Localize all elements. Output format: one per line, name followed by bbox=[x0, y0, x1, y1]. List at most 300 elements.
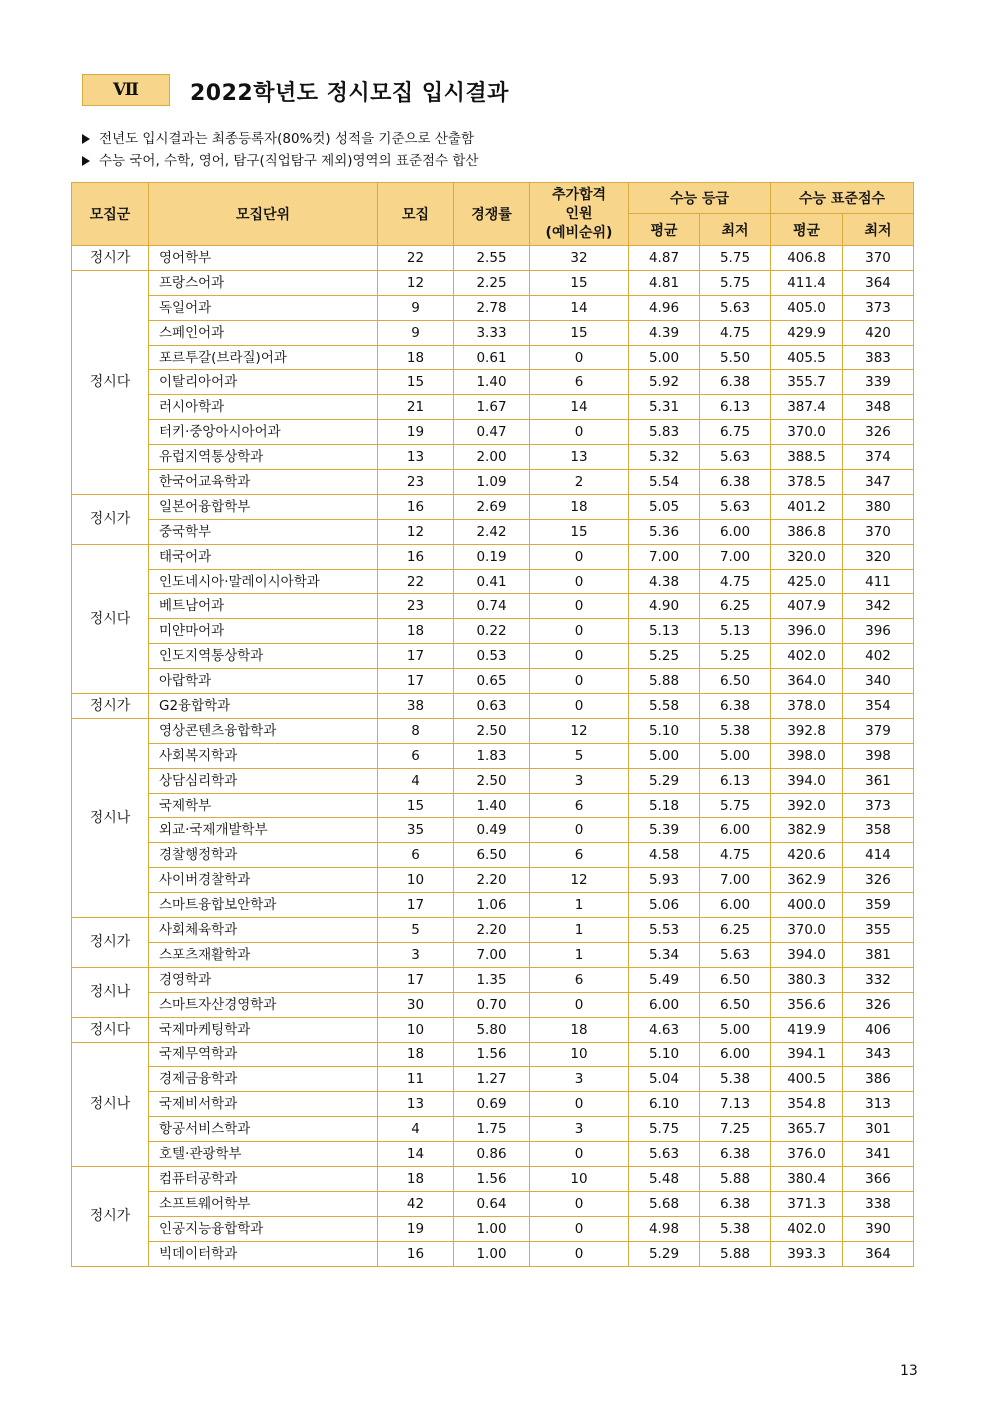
cell-competition: 2.25 bbox=[454, 270, 530, 295]
cell-competition: 0.74 bbox=[454, 594, 530, 619]
header-standard-avg: 평균 bbox=[771, 214, 843, 246]
cell-unit: 일본어융합학부 bbox=[149, 494, 378, 519]
cell-additional: 3 bbox=[530, 1067, 629, 1092]
cell-standard-avg: 407.9 bbox=[771, 594, 843, 619]
cell-standard-avg: 400.0 bbox=[771, 893, 843, 918]
cell-group: 정시다 bbox=[72, 1017, 149, 1042]
cell-grade-avg: 6.10 bbox=[629, 1092, 700, 1117]
cell-competition: 1.40 bbox=[454, 793, 530, 818]
table-row bbox=[72, 843, 914, 868]
cell-quota: 17 bbox=[378, 669, 454, 694]
cell-unit: 컴퓨터공학과 bbox=[149, 1166, 378, 1191]
cell-competition: 0.63 bbox=[454, 694, 530, 719]
cell-standard-min: 386 bbox=[843, 1067, 914, 1092]
table-row bbox=[72, 370, 914, 395]
cell-competition: 1.67 bbox=[454, 395, 530, 420]
cell-standard-avg: 429.9 bbox=[771, 320, 843, 345]
cell-competition: 5.80 bbox=[454, 1017, 530, 1042]
cell-grade-min: 5.13 bbox=[700, 619, 771, 644]
cell-unit: 스페인어과 bbox=[149, 320, 378, 345]
cell-standard-avg: 392.8 bbox=[771, 718, 843, 743]
cell-grade-avg: 5.10 bbox=[629, 1042, 700, 1067]
cell-additional: 6 bbox=[530, 843, 629, 868]
cell-quota: 8 bbox=[378, 718, 454, 743]
cell-additional: 10 bbox=[530, 1166, 629, 1191]
cell-grade-min: 7.00 bbox=[700, 544, 771, 569]
cell-competition: 0.65 bbox=[454, 669, 530, 694]
cell-additional: 0 bbox=[530, 345, 629, 370]
cell-quota: 10 bbox=[378, 1017, 454, 1042]
cell-grade-min: 6.00 bbox=[700, 1042, 771, 1067]
cell-additional: 1 bbox=[530, 918, 629, 943]
cell-standard-avg: 406.8 bbox=[771, 246, 843, 271]
cell-grade-min: 6.00 bbox=[700, 519, 771, 544]
cell-grade-min: 5.75 bbox=[700, 270, 771, 295]
cell-standard-min: 390 bbox=[843, 1216, 914, 1241]
cell-standard-avg: 320.0 bbox=[771, 544, 843, 569]
cell-additional: 0 bbox=[530, 992, 629, 1017]
cell-additional: 0 bbox=[530, 544, 629, 569]
cell-unit: 태국어과 bbox=[149, 544, 378, 569]
cell-additional: 14 bbox=[530, 295, 629, 320]
cell-group: 정시가 bbox=[72, 246, 149, 271]
cell-competition: 0.41 bbox=[454, 569, 530, 594]
cell-standard-min: 313 bbox=[843, 1092, 914, 1117]
cell-grade-avg: 5.00 bbox=[629, 743, 700, 768]
cell-standard-avg: 405.0 bbox=[771, 295, 843, 320]
cell-standard-min: 348 bbox=[843, 395, 914, 420]
cell-standard-min: 326 bbox=[843, 868, 914, 893]
cell-group: 정시가 bbox=[72, 494, 149, 544]
cell-grade-min: 5.50 bbox=[700, 345, 771, 370]
cell-grade-min: 6.38 bbox=[700, 1191, 771, 1216]
cell-unit: 인도지역통상학과 bbox=[149, 644, 378, 669]
cell-unit: 독일어과 bbox=[149, 295, 378, 320]
cell-grade-avg: 5.75 bbox=[629, 1117, 700, 1142]
table-row bbox=[72, 420, 914, 445]
cell-competition: 0.70 bbox=[454, 992, 530, 1017]
cell-group: 정시다 bbox=[72, 270, 149, 494]
cell-grade-min: 5.75 bbox=[700, 246, 771, 271]
cell-standard-avg: 370.0 bbox=[771, 918, 843, 943]
cell-additional: 0 bbox=[530, 1092, 629, 1117]
cell-grade-min: 6.00 bbox=[700, 893, 771, 918]
cell-competition: 0.47 bbox=[454, 420, 530, 445]
table-row bbox=[72, 718, 914, 743]
cell-standard-min: 340 bbox=[843, 669, 914, 694]
cell-quota: 30 bbox=[378, 992, 454, 1017]
page-number: 13 bbox=[900, 1363, 918, 1379]
cell-grade-avg: 5.53 bbox=[629, 918, 700, 943]
table-row bbox=[72, 295, 914, 320]
cell-grade-min: 6.50 bbox=[700, 967, 771, 992]
table-row bbox=[72, 569, 914, 594]
cell-unit: 유럽지역통상학과 bbox=[149, 445, 378, 470]
cell-standard-avg: 402.0 bbox=[771, 1216, 843, 1241]
cell-grade-min: 7.25 bbox=[700, 1117, 771, 1142]
cell-standard-min: 341 bbox=[843, 1142, 914, 1167]
cell-quota: 13 bbox=[378, 445, 454, 470]
cell-grade-avg: 7.00 bbox=[629, 544, 700, 569]
cell-grade-avg: 4.98 bbox=[629, 1216, 700, 1241]
cell-quota: 5 bbox=[378, 918, 454, 943]
cell-grade-avg: 5.54 bbox=[629, 470, 700, 495]
cell-standard-avg: 396.0 bbox=[771, 619, 843, 644]
cell-competition: 1.83 bbox=[454, 743, 530, 768]
cell-unit: 중국학부 bbox=[149, 519, 378, 544]
cell-standard-min: 301 bbox=[843, 1117, 914, 1142]
cell-standard-avg: 394.1 bbox=[771, 1042, 843, 1067]
cell-quota: 14 bbox=[378, 1142, 454, 1167]
cell-additional: 5 bbox=[530, 743, 629, 768]
table-row bbox=[72, 694, 914, 719]
table-row bbox=[72, 918, 914, 943]
cell-unit: 외교·국제개발학부 bbox=[149, 818, 378, 843]
cell-standard-avg: 370.0 bbox=[771, 420, 843, 445]
cell-unit: 사회체육학과 bbox=[149, 918, 378, 943]
cell-competition: 6.50 bbox=[454, 843, 530, 868]
cell-unit: 사이버경찰학과 bbox=[149, 868, 378, 893]
table-body bbox=[72, 246, 914, 1267]
cell-group: 정시다 bbox=[72, 544, 149, 693]
cell-grade-avg: 4.81 bbox=[629, 270, 700, 295]
cell-competition: 1.00 bbox=[454, 1216, 530, 1241]
cell-quota: 18 bbox=[378, 1166, 454, 1191]
cell-competition: 2.20 bbox=[454, 918, 530, 943]
cell-standard-avg: 380.3 bbox=[771, 967, 843, 992]
cell-quota: 18 bbox=[378, 345, 454, 370]
cell-unit: 국제학부 bbox=[149, 793, 378, 818]
cell-additional: 0 bbox=[530, 619, 629, 644]
cell-quota: 18 bbox=[378, 1042, 454, 1067]
cell-quota: 15 bbox=[378, 793, 454, 818]
cell-grade-avg: 4.58 bbox=[629, 843, 700, 868]
cell-grade-min: 5.38 bbox=[700, 718, 771, 743]
cell-additional: 0 bbox=[530, 569, 629, 594]
table-row bbox=[72, 793, 914, 818]
table-row bbox=[72, 619, 914, 644]
cell-group: 정시가 bbox=[72, 918, 149, 968]
cell-grade-avg: 5.88 bbox=[629, 669, 700, 694]
cell-competition: 1.06 bbox=[454, 893, 530, 918]
cell-unit: 프랑스어과 bbox=[149, 270, 378, 295]
cell-quota: 13 bbox=[378, 1092, 454, 1117]
cell-grade-min: 5.00 bbox=[700, 1017, 771, 1042]
cell-unit: 인공지능융합학과 bbox=[149, 1216, 378, 1241]
cell-standard-avg: 355.7 bbox=[771, 370, 843, 395]
cell-competition: 2.00 bbox=[454, 445, 530, 470]
cell-quota: 15 bbox=[378, 370, 454, 395]
table-row bbox=[72, 967, 914, 992]
cell-quota: 11 bbox=[378, 1067, 454, 1092]
cell-grade-min: 6.13 bbox=[700, 395, 771, 420]
cell-quota: 18 bbox=[378, 619, 454, 644]
table-row bbox=[72, 644, 914, 669]
cell-additional: 32 bbox=[530, 246, 629, 271]
cell-standard-min: 332 bbox=[843, 967, 914, 992]
cell-quota: 4 bbox=[378, 1117, 454, 1142]
cell-quota: 17 bbox=[378, 644, 454, 669]
cell-competition: 0.53 bbox=[454, 644, 530, 669]
cell-competition: 2.20 bbox=[454, 868, 530, 893]
table-row bbox=[72, 1216, 914, 1241]
cell-unit: 이탈리아어과 bbox=[149, 370, 378, 395]
cell-unit: 영어학부 bbox=[149, 246, 378, 271]
cell-standard-min: 343 bbox=[843, 1042, 914, 1067]
cell-grade-avg: 4.63 bbox=[629, 1017, 700, 1042]
table-row bbox=[72, 1142, 914, 1167]
cell-grade-avg: 5.48 bbox=[629, 1166, 700, 1191]
cell-additional: 6 bbox=[530, 793, 629, 818]
cell-standard-avg: 380.4 bbox=[771, 1166, 843, 1191]
cell-competition: 0.61 bbox=[454, 345, 530, 370]
cell-grade-avg: 4.96 bbox=[629, 295, 700, 320]
note-item bbox=[82, 150, 478, 172]
cell-quota: 17 bbox=[378, 967, 454, 992]
table-row bbox=[72, 942, 914, 967]
cell-additional: 0 bbox=[530, 1241, 629, 1266]
cell-unit: 미얀마어과 bbox=[149, 619, 378, 644]
table-row bbox=[72, 320, 914, 345]
cell-grade-min: 6.38 bbox=[700, 694, 771, 719]
cell-competition: 2.50 bbox=[454, 768, 530, 793]
cell-competition: 1.27 bbox=[454, 1067, 530, 1092]
cell-standard-min: 326 bbox=[843, 992, 914, 1017]
cell-additional: 14 bbox=[530, 395, 629, 420]
table-row bbox=[72, 1166, 914, 1191]
cell-standard-min: 420 bbox=[843, 320, 914, 345]
cell-quota: 6 bbox=[378, 743, 454, 768]
cell-standard-min: 364 bbox=[843, 270, 914, 295]
cell-standard-avg: 362.9 bbox=[771, 868, 843, 893]
cell-standard-min: 370 bbox=[843, 246, 914, 271]
cell-competition: 1.56 bbox=[454, 1042, 530, 1067]
cell-additional: 1 bbox=[530, 893, 629, 918]
cell-unit: 인도네시아·말레이시아학과 bbox=[149, 569, 378, 594]
cell-unit: 한국어교육학과 bbox=[149, 470, 378, 495]
cell-additional: 12 bbox=[530, 718, 629, 743]
table-row bbox=[72, 345, 914, 370]
table-row bbox=[72, 445, 914, 470]
cell-standard-min: 370 bbox=[843, 519, 914, 544]
cell-unit: 상담심리학과 bbox=[149, 768, 378, 793]
cell-standard-avg: 419.9 bbox=[771, 1017, 843, 1042]
cell-additional: 18 bbox=[530, 1017, 629, 1042]
cell-unit: 터키·중앙아시아어과 bbox=[149, 420, 378, 445]
cell-standard-min: 339 bbox=[843, 370, 914, 395]
cell-grade-avg: 5.49 bbox=[629, 967, 700, 992]
cell-standard-avg: 401.2 bbox=[771, 494, 843, 519]
cell-competition: 1.09 bbox=[454, 470, 530, 495]
cell-standard-min: 320 bbox=[843, 544, 914, 569]
cell-additional: 2 bbox=[530, 470, 629, 495]
cell-grade-avg: 5.18 bbox=[629, 793, 700, 818]
table-row bbox=[72, 768, 914, 793]
cell-quota: 6 bbox=[378, 843, 454, 868]
cell-grade-avg: 4.38 bbox=[629, 569, 700, 594]
cell-standard-min: 326 bbox=[843, 420, 914, 445]
header-quota: 모집 bbox=[378, 183, 454, 246]
table-row bbox=[72, 494, 914, 519]
cell-standard-avg: 378.0 bbox=[771, 694, 843, 719]
cell-grade-avg: 5.36 bbox=[629, 519, 700, 544]
cell-grade-avg: 5.92 bbox=[629, 370, 700, 395]
table-row bbox=[72, 893, 914, 918]
cell-grade-min: 6.50 bbox=[700, 669, 771, 694]
cell-grade-avg: 5.00 bbox=[629, 345, 700, 370]
cell-standard-avg: 402.0 bbox=[771, 644, 843, 669]
cell-grade-min: 5.63 bbox=[700, 295, 771, 320]
cell-unit: 영상콘텐츠융합학과 bbox=[149, 718, 378, 743]
cell-standard-min: 398 bbox=[843, 743, 914, 768]
cell-grade-min: 6.38 bbox=[700, 1142, 771, 1167]
cell-grade-min: 5.00 bbox=[700, 743, 771, 768]
cell-unit: 아랍학과 bbox=[149, 669, 378, 694]
cell-additional: 0 bbox=[530, 669, 629, 694]
cell-standard-avg: 382.9 bbox=[771, 818, 843, 843]
cell-unit: 스마트융합보안학과 bbox=[149, 893, 378, 918]
cell-unit: 국제마케팅학과 bbox=[149, 1017, 378, 1042]
cell-standard-avg: 400.5 bbox=[771, 1067, 843, 1092]
cell-additional: 3 bbox=[530, 768, 629, 793]
cell-grade-min: 6.25 bbox=[700, 594, 771, 619]
cell-standard-avg: 386.8 bbox=[771, 519, 843, 544]
cell-grade-min: 5.75 bbox=[700, 793, 771, 818]
cell-additional: 6 bbox=[530, 370, 629, 395]
cell-additional: 0 bbox=[530, 1216, 629, 1241]
header-grade: 수능 등급 bbox=[629, 183, 771, 214]
cell-competition: 2.55 bbox=[454, 246, 530, 271]
cell-standard-avg: 354.8 bbox=[771, 1092, 843, 1117]
cell-quota: 10 bbox=[378, 868, 454, 893]
cell-competition: 1.00 bbox=[454, 1241, 530, 1266]
triangle-bullet-icon bbox=[82, 134, 90, 144]
cell-competition: 2.78 bbox=[454, 295, 530, 320]
cell-additional: 12 bbox=[530, 868, 629, 893]
cell-unit: 스포츠재활학과 bbox=[149, 942, 378, 967]
cell-unit: 경찰행정학과 bbox=[149, 843, 378, 868]
table-row bbox=[72, 1241, 914, 1266]
table-row bbox=[72, 395, 914, 420]
cell-grade-avg: 5.29 bbox=[629, 768, 700, 793]
cell-grade-avg: 5.34 bbox=[629, 942, 700, 967]
table-row bbox=[72, 868, 914, 893]
cell-additional: 0 bbox=[530, 594, 629, 619]
cell-grade-avg: 5.68 bbox=[629, 1191, 700, 1216]
admission-results-table bbox=[71, 182, 914, 1267]
cell-additional: 1 bbox=[530, 942, 629, 967]
cell-standard-min: 373 bbox=[843, 295, 914, 320]
cell-quota: 17 bbox=[378, 893, 454, 918]
cell-competition: 1.56 bbox=[454, 1166, 530, 1191]
table-row bbox=[72, 743, 914, 768]
cell-competition: 1.75 bbox=[454, 1117, 530, 1142]
cell-unit: 포르투갈(브라질)어과 bbox=[149, 345, 378, 370]
cell-standard-min: 406 bbox=[843, 1017, 914, 1042]
cell-standard-min: 338 bbox=[843, 1191, 914, 1216]
cell-grade-min: 6.25 bbox=[700, 918, 771, 943]
table-row bbox=[72, 1117, 914, 1142]
cell-standard-min: 358 bbox=[843, 818, 914, 843]
cell-grade-avg: 5.58 bbox=[629, 694, 700, 719]
triangle-bullet-icon bbox=[82, 156, 90, 166]
cell-competition: 0.86 bbox=[454, 1142, 530, 1167]
header-additional-line1: 추가합격 bbox=[551, 186, 607, 203]
cell-standard-avg: 393.3 bbox=[771, 1241, 843, 1266]
cell-unit: 스마트자산경영학과 bbox=[149, 992, 378, 1017]
cell-grade-min: 4.75 bbox=[700, 843, 771, 868]
cell-unit: 경영학과 bbox=[149, 967, 378, 992]
table-row bbox=[72, 270, 914, 295]
cell-standard-min: 373 bbox=[843, 793, 914, 818]
section-number-badge bbox=[82, 74, 170, 106]
table-row bbox=[72, 519, 914, 544]
table-row bbox=[72, 1017, 914, 1042]
cell-standard-avg: 398.0 bbox=[771, 743, 843, 768]
cell-additional: 10 bbox=[530, 1042, 629, 1067]
cell-grade-avg: 4.87 bbox=[629, 246, 700, 271]
cell-standard-avg: 394.0 bbox=[771, 942, 843, 967]
cell-grade-avg: 5.31 bbox=[629, 395, 700, 420]
header-standard-min: 최저 bbox=[843, 214, 914, 246]
cell-group: 정시가 bbox=[72, 1166, 149, 1266]
cell-standard-min: 361 bbox=[843, 768, 914, 793]
header-group: 모집군 bbox=[72, 183, 149, 246]
cell-quota: 19 bbox=[378, 420, 454, 445]
cell-unit: 러시아학과 bbox=[149, 395, 378, 420]
cell-quota: 16 bbox=[378, 544, 454, 569]
cell-standard-min: 414 bbox=[843, 843, 914, 868]
cell-standard-avg: 392.0 bbox=[771, 793, 843, 818]
cell-additional: 18 bbox=[530, 494, 629, 519]
cell-additional: 3 bbox=[530, 1117, 629, 1142]
cell-competition: 0.22 bbox=[454, 619, 530, 644]
cell-grade-avg: 5.93 bbox=[629, 868, 700, 893]
cell-grade-avg: 5.39 bbox=[629, 818, 700, 843]
table-row bbox=[72, 669, 914, 694]
section-title: 2022학년도 정시모집 입시결과 bbox=[190, 81, 509, 106]
table-row bbox=[72, 992, 914, 1017]
cell-grade-avg: 5.06 bbox=[629, 893, 700, 918]
header-grade-min: 최저 bbox=[700, 214, 771, 246]
cell-grade-avg: 5.83 bbox=[629, 420, 700, 445]
cell-standard-avg: 371.3 bbox=[771, 1191, 843, 1216]
cell-grade-avg: 4.39 bbox=[629, 320, 700, 345]
cell-group: 정시나 bbox=[72, 718, 149, 917]
header-standard: 수능 표준점수 bbox=[771, 183, 914, 214]
cell-competition: 2.42 bbox=[454, 519, 530, 544]
cell-additional: 0 bbox=[530, 644, 629, 669]
cell-competition: 1.35 bbox=[454, 967, 530, 992]
cell-quota: 38 bbox=[378, 694, 454, 719]
cell-grade-min: 6.50 bbox=[700, 992, 771, 1017]
note-text: 전년도 입시결과는 최종등록자(80%컷) 성적을 기준으로 산출함 bbox=[99, 131, 474, 147]
cell-standard-min: 411 bbox=[843, 569, 914, 594]
cell-standard-min: 379 bbox=[843, 718, 914, 743]
cell-grade-min: 5.25 bbox=[700, 644, 771, 669]
cell-competition: 0.64 bbox=[454, 1191, 530, 1216]
cell-additional: 15 bbox=[530, 519, 629, 544]
cell-grade-avg: 5.32 bbox=[629, 445, 700, 470]
cell-standard-avg: 365.7 bbox=[771, 1117, 843, 1142]
cell-standard-avg: 387.4 bbox=[771, 395, 843, 420]
cell-competition: 7.00 bbox=[454, 942, 530, 967]
table-row bbox=[72, 1042, 914, 1067]
header-additional-line2: 인원 bbox=[565, 205, 593, 222]
table-row bbox=[72, 1191, 914, 1216]
cell-standard-min: 383 bbox=[843, 345, 914, 370]
note-text: 수능 국어, 수학, 영어, 탐구(직업탐구 제외)영역의 표준점수 합산 bbox=[99, 153, 479, 169]
